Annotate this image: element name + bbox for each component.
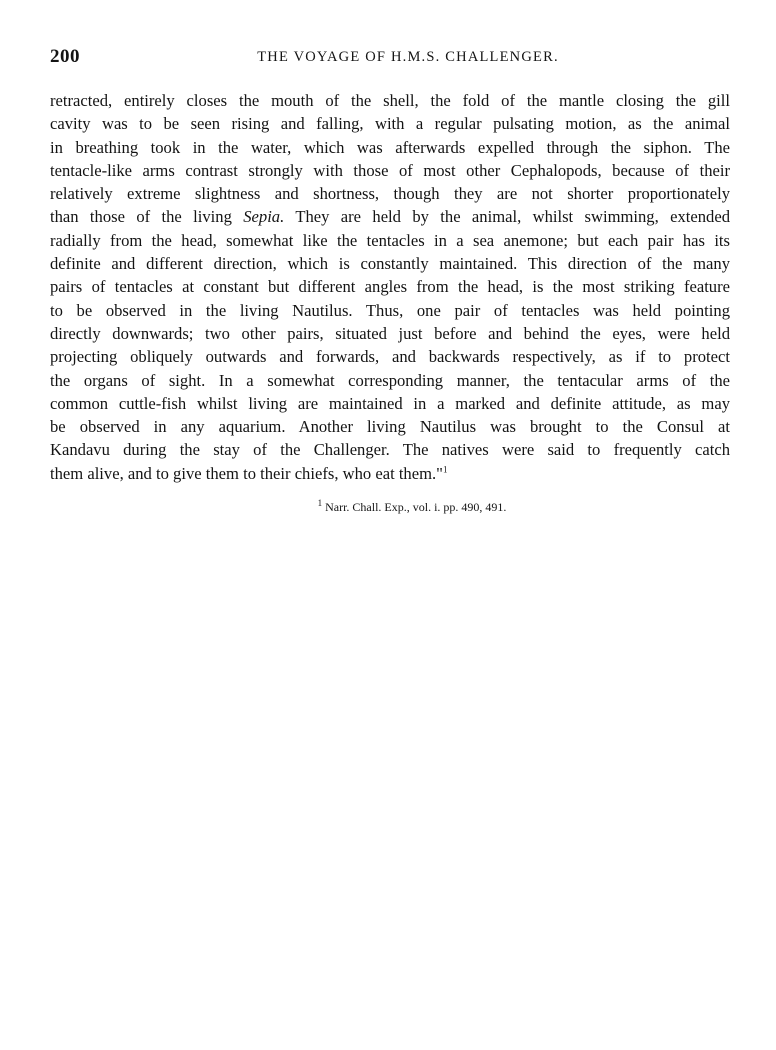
text-line: the organs of sight. In a somewhat corresponding manner, the tentacular arms of the <box>50 370 730 390</box>
body-paragraph <box>50 89 730 485</box>
text-line: definite and different direction, which is constantly maintained. This direction of the many <box>50 254 730 274</box>
footnote-reference: 1 <box>442 464 448 475</box>
text-line: relatively extreme slightness and shortness, though they are not shorter proportionately <box>50 184 730 204</box>
footnote-marker: 1 <box>317 498 323 508</box>
text-line: common cuttle-fish whilst living are maintained in a marked and definite attitude, as may <box>50 393 730 413</box>
running-head <box>50 46 730 70</box>
text-line: projecting obliquely outwards and forwards, and backwards respectively, as if to protect <box>50 347 730 367</box>
text-line: retracted, entirely closes the mouth of the shell, the fold of the mantle closing the gill <box>50 91 730 110</box>
page-number: 200 <box>50 46 80 67</box>
italic-term: Sepia. <box>243 207 285 227</box>
text-line: radially from the head, somewhat like the tentacles in a sea anemone; but each pair has its <box>50 230 730 250</box>
text-line-sepia <box>50 205 730 228</box>
text-line-last <box>50 462 730 485</box>
text-line: pairs of tentacles at constant but different angles from the head, is the most striking feature <box>50 277 730 297</box>
text-line: in breathing took in the water, which was afterwards expelled through the siphon. The <box>50 137 730 157</box>
footnote-text: Narr. Chall. Exp., vol. i. pp. 490, 491. <box>325 500 507 514</box>
footnote <box>0 500 776 515</box>
text-line: be observed in any aquarium. Another living Nautilus was brought to the Consul at <box>50 417 730 437</box>
text-line: directly downwards; two other pairs, situated just before and behind the eyes, were held <box>50 323 730 343</box>
text-segment: They are held by the animal, whilst swimming, extended <box>284 207 730 227</box>
text-line: cavity was to be seen rising and falling, with a regular pulsating motion, as the animal <box>50 114 730 134</box>
text-line: to be observed in the living Nautilus. Thus, one pair of tentacles was held pointing <box>50 300 730 320</box>
running-title: THE VOYAGE OF H.M.S. CHALLENGER. <box>257 49 559 65</box>
text-segment: than those of the living <box>50 207 244 227</box>
text-line: tentacle-like arms contrast strongly with those of most other Cephalopods, because of their <box>50 160 730 180</box>
text-segment: them alive, and to give them to their chiefs, who eat them." <box>50 463 443 483</box>
text-line: Kandavu during the stay of the Challenger. The natives were said to frequently catch <box>50 440 730 460</box>
